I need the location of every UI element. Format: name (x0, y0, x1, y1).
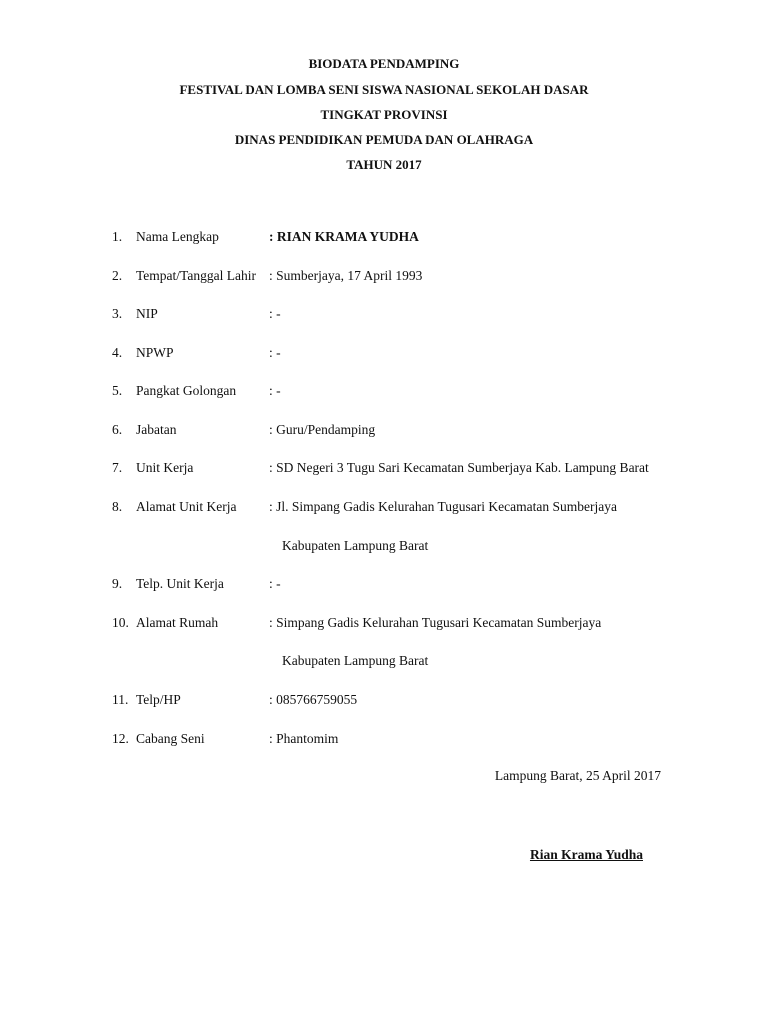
field-number: 6. (112, 422, 123, 437)
field-value: : Jl. Simpang Gadis Kelurahan Tugusari Kecamatan Sumberjaya (269, 499, 617, 514)
field-value: : Simpang Gadis Kelurahan Tugusari Kecamatan Sumberjaya (269, 615, 602, 630)
level-line: TINGKAT PROVINSI (320, 107, 448, 122)
field-label: Pangkat Golongan (136, 383, 237, 398)
signer-name: Rian Krama Yudha (529, 847, 643, 862)
field-row-npwp (0, 344, 768, 362)
field-value-continuation: Kabupaten Lampung Barat (282, 538, 429, 553)
field-label: Telp/HP (136, 692, 181, 707)
field-label: NIP (136, 306, 158, 321)
field-row-jabatan (0, 421, 768, 439)
field-number: 4. (112, 345, 123, 360)
year-line: TAHUN 2017 (346, 157, 422, 172)
field-row-alamat-rumah-continuation (0, 652, 768, 670)
field-value: : - (269, 345, 281, 360)
field-row-alamat-unit-kerja (0, 498, 768, 516)
field-value: : Phantomim (269, 731, 339, 746)
field-label: Cabang Seni (136, 731, 205, 746)
field-value: : Guru/Pendamping (269, 422, 376, 437)
field-row-telp-hp (0, 691, 768, 709)
field-row-unit-kerja (0, 459, 768, 477)
field-label: Unit Kerja (136, 460, 194, 475)
document-title: BIODATA PENDAMPING (308, 56, 460, 71)
field-label: Alamat Unit Kerja (136, 499, 237, 514)
field-label: Jabatan (136, 422, 177, 437)
field-row-cabang-seni (0, 730, 768, 748)
field-row-pangkat-golongan (0, 382, 768, 400)
field-value: : 085766759055 (269, 692, 358, 707)
field-number: 8. (112, 499, 123, 514)
field-number: 9. (112, 576, 123, 591)
field-row-nama-lengkap (0, 228, 768, 246)
field-value: : RIAN KRAMA YUDHA (269, 229, 419, 244)
field-number: 11. (112, 692, 129, 707)
field-label: Alamat Rumah (136, 615, 219, 630)
field-number: 10. (112, 615, 129, 630)
field-value: : - (269, 306, 281, 321)
field-number: 12. (112, 731, 129, 746)
field-number: 5. (112, 383, 123, 398)
field-row-tempat-tanggal-lahir (0, 267, 768, 285)
field-value: : SD Negeri 3 Tugu Sari Kecamatan Sumberjaya Kab. Lampung Barat (269, 460, 649, 475)
field-value: : Sumberjaya, 17 April 1993 (269, 268, 423, 283)
field-row-alamat-unit-kerja-continuation (0, 537, 768, 555)
agency-line: DINAS PENDIDIKAN PEMUDA DAN OLAHRAGA (234, 132, 534, 147)
field-number: 3. (112, 306, 123, 321)
field-label: Telp. Unit Kerja (136, 576, 224, 591)
field-number: 2. (112, 268, 123, 283)
field-row-alamat-rumah (0, 614, 768, 632)
field-label: Nama Lengkap (136, 229, 219, 244)
field-number: 7. (112, 460, 123, 475)
field-row-nip (0, 305, 768, 323)
field-value: : - (269, 383, 281, 398)
field-label: Tempat/Tanggal Lahir (136, 268, 256, 283)
field-value-continuation: Kabupaten Lampung Barat (282, 653, 429, 668)
place-date: Lampung Barat, 25 April 2017 (494, 768, 661, 783)
field-label: NPWP (136, 345, 174, 360)
field-number: 1. (112, 229, 123, 244)
event-name: FESTIVAL DAN LOMBA SENI SISWA NASIONAL SEKOLAH DASAR (179, 82, 589, 97)
field-row-telp-unit-kerja (0, 575, 768, 593)
field-value: : - (269, 576, 281, 591)
